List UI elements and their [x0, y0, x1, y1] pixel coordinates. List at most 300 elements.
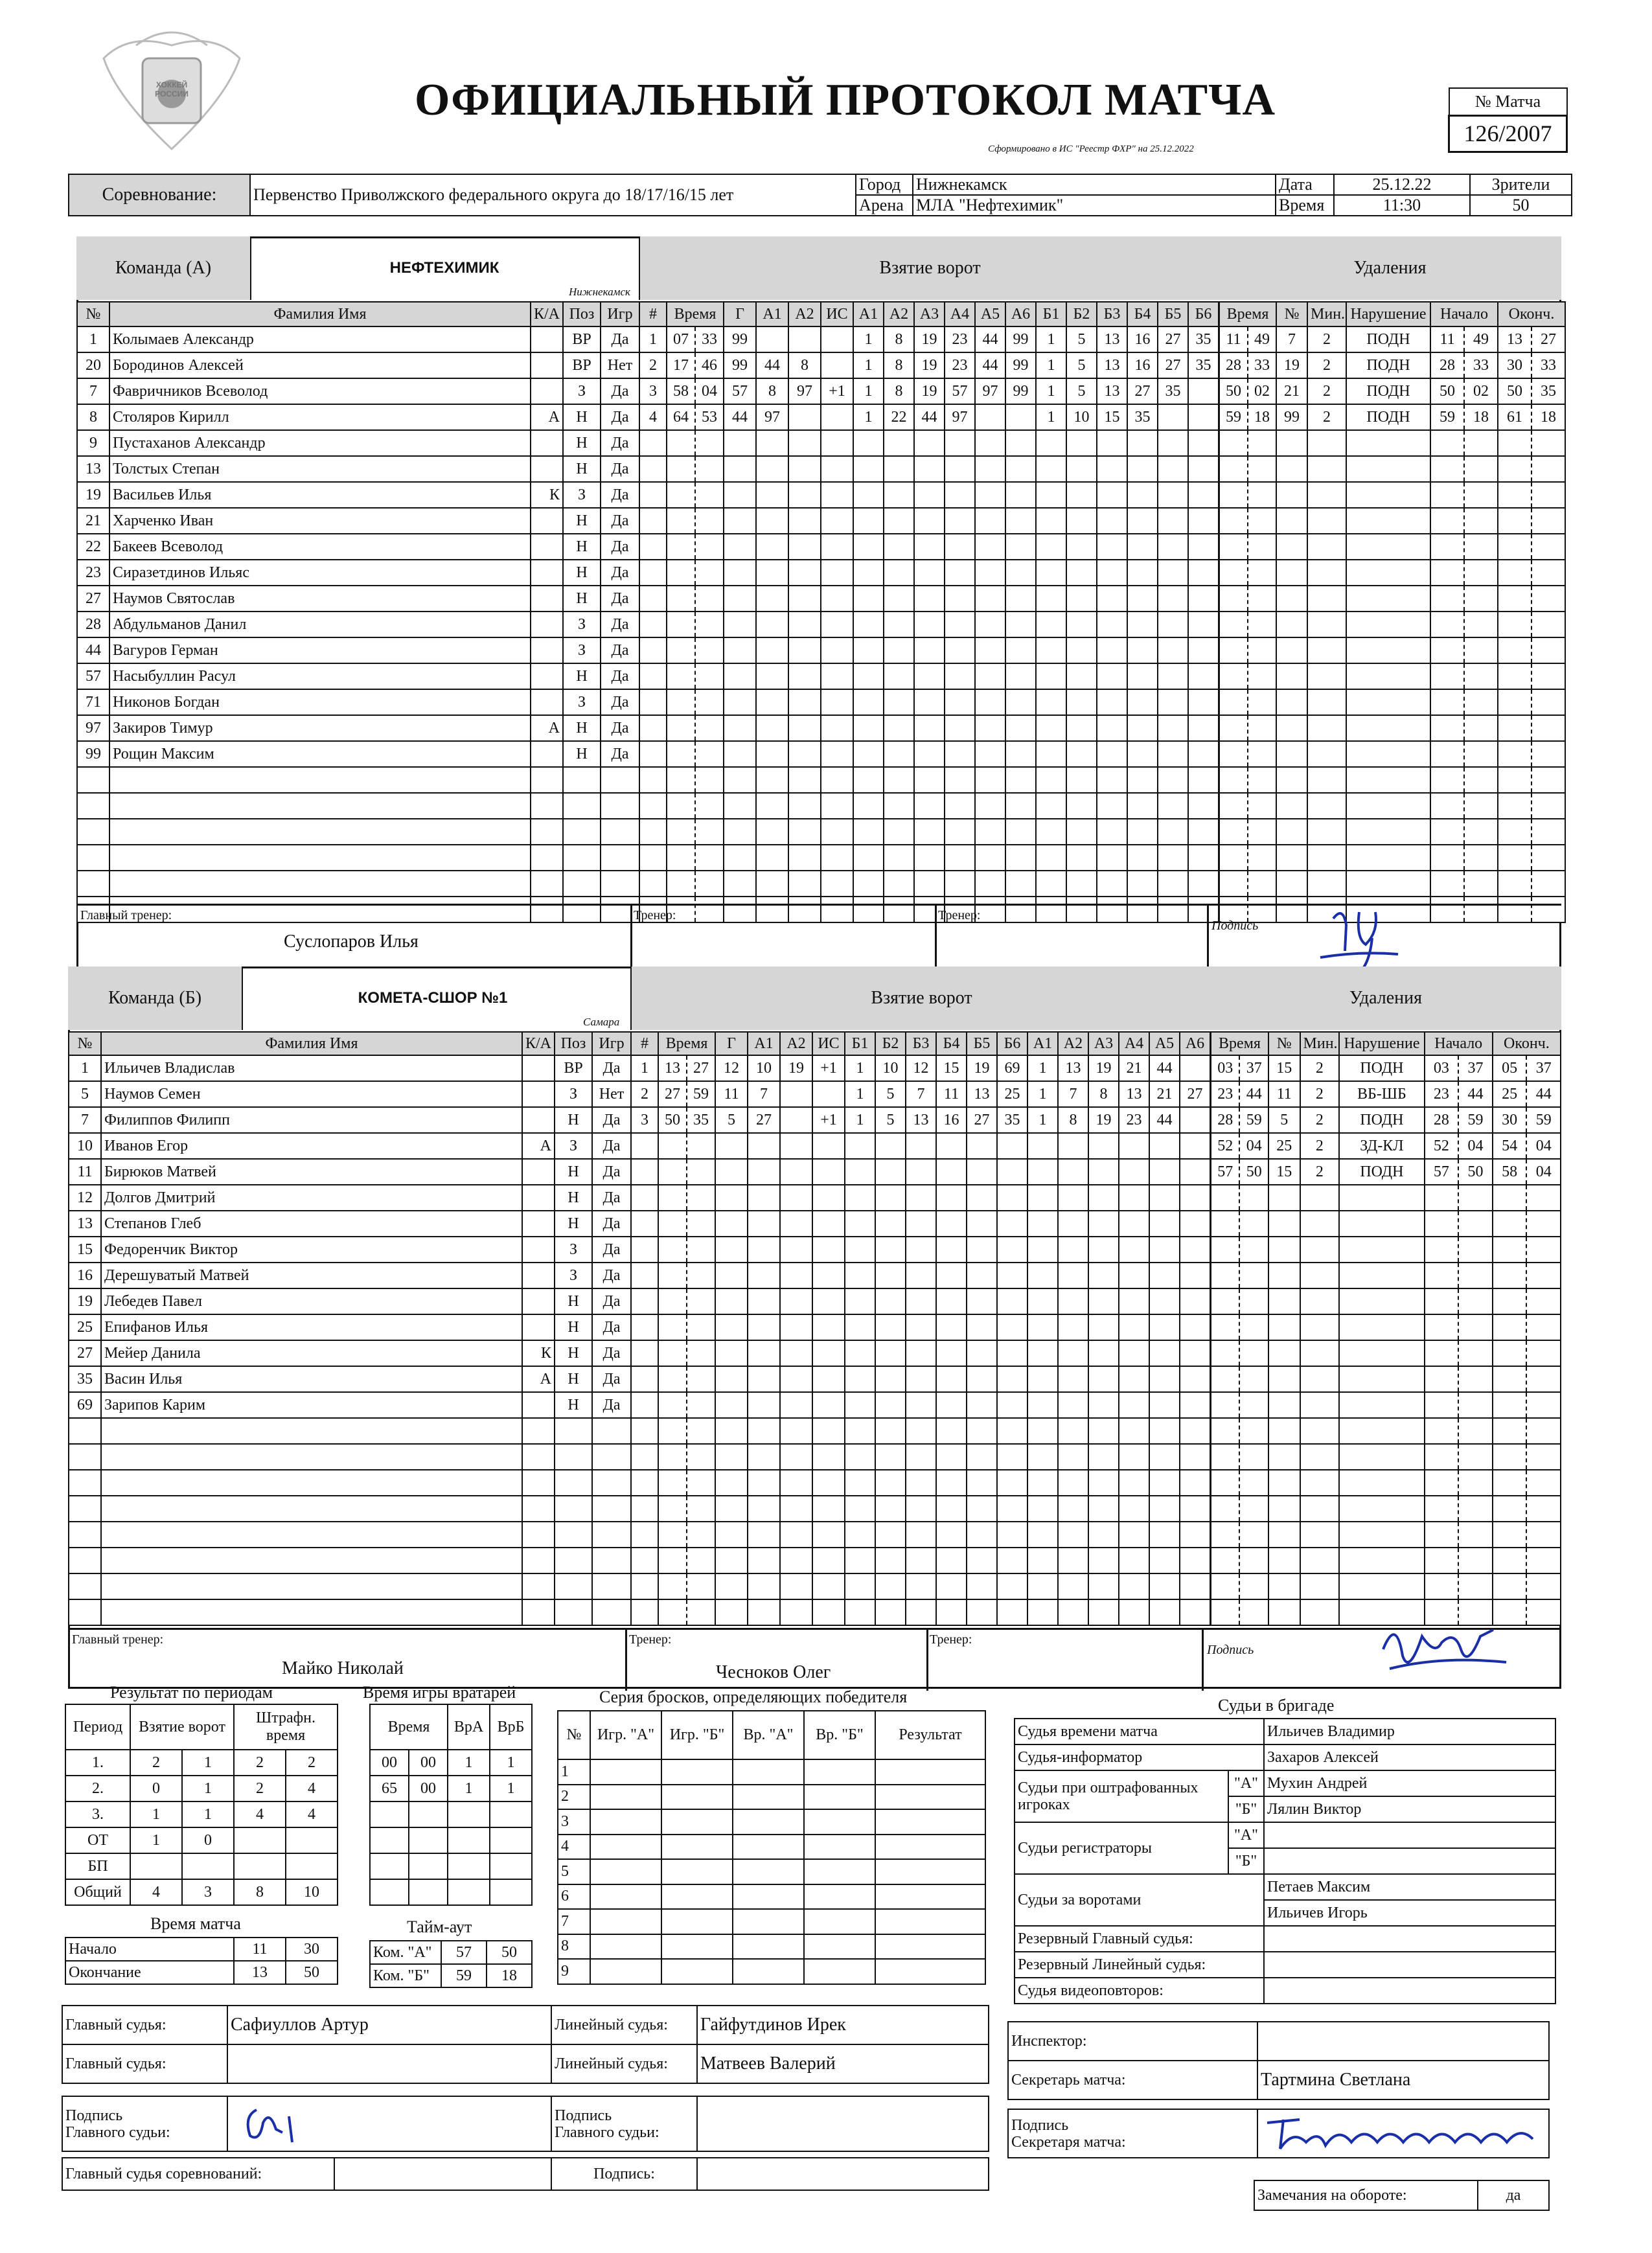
- spectators-value: 50: [1470, 195, 1572, 216]
- penalty-end-min: [1498, 456, 1532, 482]
- goal-minute: [667, 741, 695, 767]
- goal-on-ice: [906, 1470, 936, 1496]
- goal-header-1: Время: [667, 302, 724, 326]
- goal-on-ice: [875, 1496, 906, 1522]
- player-role: А: [522, 1366, 555, 1392]
- penalty-start-min: [1425, 1211, 1459, 1237]
- goal-on-ice-opp: [1088, 1392, 1119, 1418]
- goal-on-ice-opp: [1036, 482, 1066, 508]
- goal-on-ice-opp: [1149, 1314, 1180, 1340]
- ref-signature-table: [62, 2096, 989, 2152]
- goal-on-ice: [884, 430, 914, 456]
- penalty-row: [1219, 586, 1565, 612]
- goal-on-ice-opp: [1088, 1133, 1119, 1159]
- goal-scorer: [724, 586, 756, 612]
- timekeeper: Ильичев Владимир: [1264, 1719, 1555, 1744]
- penalty-minutes: [1307, 430, 1346, 456]
- penalty-start-sec: [1464, 456, 1498, 482]
- period-goals-a: [130, 1853, 182, 1879]
- penalty-minutes: [1300, 1392, 1340, 1418]
- penalty-end-sec: [1526, 1599, 1561, 1625]
- goal-on-ice: [853, 612, 884, 637]
- goal-on-ice: [967, 1418, 997, 1444]
- goal-on-ice-opp: [1058, 1288, 1088, 1314]
- player-number: 11: [69, 1159, 101, 1185]
- goal-on-ice-opp: 35: [1127, 404, 1158, 430]
- goal-on-ice-opp: [1188, 819, 1219, 845]
- player-number: [69, 1444, 101, 1470]
- penalty-minutes: [1307, 767, 1346, 793]
- goal-on-ice-opp: [1127, 586, 1158, 612]
- goal-on-ice-opp: [1158, 689, 1188, 715]
- penalty-player: [1276, 871, 1307, 897]
- player-role: [522, 1159, 555, 1185]
- player-row: [77, 845, 639, 871]
- player-row: [77, 560, 639, 586]
- player-role: [531, 689, 563, 715]
- goal-on-ice-opp: [1180, 1496, 1210, 1522]
- goal-on-ice: [975, 767, 1005, 793]
- goal-on-ice-opp: [1027, 1159, 1058, 1185]
- goal-on-ice-opp: 5: [1066, 352, 1097, 378]
- goal-on-ice-opp: [1158, 663, 1188, 689]
- penalty-infraction: [1346, 456, 1430, 482]
- goal-on-ice-opp: [1127, 741, 1158, 767]
- penalty-end-min: [1498, 508, 1532, 534]
- pen-header-1: №: [1276, 302, 1307, 326]
- goal-row: [639, 871, 1219, 897]
- goal-on-ice-opp: [1158, 534, 1188, 560]
- penalty-end-sec: [1526, 1573, 1561, 1599]
- player-row: [77, 508, 639, 534]
- chief-sig-line1: Подпись: [555, 2107, 612, 2124]
- penalty-end-min: [1498, 767, 1532, 793]
- penalty-minutes: [1300, 1314, 1340, 1340]
- goal-on-ice: [853, 508, 884, 534]
- goal-number: [631, 1444, 658, 1470]
- goal-row: [639, 456, 1219, 482]
- goalie-second: [409, 1801, 448, 1827]
- player-played: Да: [592, 1340, 631, 1366]
- goal-on-ice-opp: [1119, 1522, 1149, 1548]
- video-judge-label: Судья видеоповторов:: [1015, 1978, 1264, 2004]
- goal-second: [695, 845, 724, 871]
- goal-on-ice-opp: [1097, 586, 1127, 612]
- goal-row: [639, 767, 1219, 793]
- goal-scorer: 99: [724, 352, 756, 378]
- goal-minute: [667, 845, 695, 871]
- goal-on-ice-opp: [1119, 1470, 1149, 1496]
- goal-on-ice-opp: [1088, 1288, 1119, 1314]
- goal-on-ice-opp: [1036, 430, 1066, 456]
- goal-on-ice-opp: [1149, 1599, 1180, 1625]
- goal-on-ice-opp: [1188, 741, 1219, 767]
- goal-assist-1: [756, 689, 788, 715]
- penalty-end-min: 30: [1493, 1107, 1527, 1133]
- shootout-cell: [733, 1909, 804, 1934]
- player-name: Закиров Тимур: [109, 715, 531, 741]
- goal-assist-2: [780, 1392, 812, 1418]
- penalty-row: [1219, 378, 1565, 404]
- goal-minute: [667, 456, 695, 482]
- goal-on-ice: [997, 1573, 1027, 1599]
- penalty-row: [1211, 1340, 1561, 1366]
- penalty-end-min: [1493, 1444, 1527, 1470]
- goal-on-ice-opp: 7: [1058, 1081, 1088, 1107]
- goal-assist-1: [756, 508, 788, 534]
- team-a-penalties-title: Удаления: [1219, 236, 1561, 300]
- penalty-second: [1239, 1288, 1268, 1314]
- player-played: Да: [592, 1237, 631, 1263]
- penalty-second: [1248, 845, 1276, 871]
- pen-header-2: Мин.: [1307, 302, 1346, 326]
- goal-row: [639, 715, 1219, 741]
- goal-on-ice-opp: [1036, 767, 1066, 793]
- player-row: [69, 1185, 631, 1211]
- goal-scorer: [715, 1340, 748, 1366]
- penalty-player: [1268, 1444, 1300, 1470]
- goal-minute: [658, 1573, 687, 1599]
- goal-second: [687, 1314, 715, 1340]
- penalty-minutes: [1300, 1185, 1340, 1211]
- goal-scorer: [724, 845, 756, 871]
- player-played: Да: [601, 637, 639, 663]
- penalty-end-sec: [1526, 1288, 1561, 1314]
- goal-on-ice: [884, 793, 914, 819]
- goal-on-ice: [997, 1263, 1027, 1288]
- goal-judge-1: Петаев Максим: [1264, 1874, 1555, 1900]
- goalie-a: [448, 1827, 490, 1853]
- penalty-row: [1211, 1314, 1561, 1340]
- penalty-start-min: [1430, 741, 1464, 767]
- goal-on-ice-opp: [1149, 1418, 1180, 1444]
- shootout-row: [558, 1809, 985, 1835]
- reserve-linesman: [1264, 1952, 1555, 1978]
- goal-minute: [667, 767, 695, 793]
- goal-on-ice-opp: [1036, 534, 1066, 560]
- goal-on-ice-opp: [1036, 845, 1066, 871]
- goal-on-ice: [1005, 871, 1036, 897]
- shootout-cell: [875, 1835, 985, 1860]
- goal-on-ice-opp: 16: [1127, 326, 1158, 352]
- goal-row: [631, 1522, 1210, 1548]
- penalty-start-min: [1430, 663, 1464, 689]
- goal-on-ice: [1005, 482, 1036, 508]
- goal-on-ice: [875, 1599, 906, 1625]
- goal-assist-1: [748, 1366, 780, 1392]
- page-title: ОФИЦИАЛЬНЫЙ ПРОТОКОЛ МАТЧА: [415, 75, 1276, 125]
- goal-assist-2: [780, 1133, 812, 1159]
- roster-h-name: Фамилия Имя: [101, 1032, 522, 1055]
- goal-situation: [821, 767, 853, 793]
- goalie-a: 1: [448, 1776, 490, 1801]
- pen-header-3: Нарушение: [1346, 302, 1430, 326]
- shootout-row: [558, 1909, 985, 1934]
- player-name: Зарипов Карим: [101, 1392, 522, 1418]
- goal-on-ice: [967, 1470, 997, 1496]
- penalty-minutes: [1307, 508, 1346, 534]
- goalie-b: 1: [490, 1776, 532, 1801]
- penalty-minutes: [1300, 1573, 1340, 1599]
- time-value: 11:30: [1334, 195, 1470, 216]
- period-pim-a: 4: [234, 1801, 286, 1827]
- penalty-infraction: ПОДН: [1339, 1159, 1424, 1185]
- goal-minute: [667, 793, 695, 819]
- penalty-infraction: [1339, 1418, 1424, 1444]
- penalty-infraction: ПОДН: [1346, 404, 1430, 430]
- player-name: Степанов Глеб: [101, 1211, 522, 1237]
- goal-on-ice-opp: [1180, 1288, 1210, 1314]
- time-label: Время: [1276, 195, 1334, 216]
- penalty-minute: [1211, 1340, 1239, 1366]
- penalty-minute: 03: [1211, 1055, 1239, 1081]
- goal-on-ice: [906, 1418, 936, 1444]
- goal-on-ice: [875, 1366, 906, 1392]
- penalty-row: [1219, 871, 1565, 897]
- penalty-start-sec: [1464, 741, 1498, 767]
- goal-on-ice: [906, 1548, 936, 1573]
- goal-row: [631, 1470, 1210, 1496]
- goal-scorer: [724, 741, 756, 767]
- penalty-infraction: [1346, 637, 1430, 663]
- penalty-end-sec: [1526, 1211, 1561, 1237]
- penalty-end-sec: 35: [1532, 378, 1565, 404]
- player-row: [69, 1055, 631, 1081]
- goal-scorer: [715, 1159, 748, 1185]
- player-row: [77, 871, 639, 897]
- goal-minute: [658, 1548, 687, 1573]
- goal-on-ice: [845, 1522, 875, 1548]
- penalty-minutes: [1307, 819, 1346, 845]
- player-role: [531, 845, 563, 871]
- team-a-penalties: [1219, 301, 1566, 923]
- player-role: [531, 663, 563, 689]
- goal-on-ice-opp: [1188, 508, 1219, 534]
- goal-on-ice-opp: [1088, 1314, 1119, 1340]
- penalty-end-sec: 18: [1532, 404, 1565, 430]
- goal-number: 4: [639, 404, 667, 430]
- goal-on-ice-opp: [1127, 819, 1158, 845]
- goal-on-ice: [884, 534, 914, 560]
- goal-situation: [812, 1444, 845, 1470]
- goal-on-ice: [845, 1211, 875, 1237]
- penalty-infraction: [1339, 1444, 1424, 1470]
- scorers-label: Судьи регистраторы: [1015, 1822, 1228, 1874]
- shootout-cell: [804, 1859, 875, 1884]
- penalty-player: [1268, 1548, 1300, 1573]
- penalty-judge-a: Мухин Андрей: [1264, 1770, 1555, 1796]
- goal-on-ice: [997, 1444, 1027, 1470]
- penalty-second: [1248, 586, 1276, 612]
- player-name: Рощин Максим: [109, 741, 531, 767]
- goal-second: [695, 715, 724, 741]
- goal-on-ice: [914, 430, 945, 456]
- goal-on-ice: [884, 689, 914, 715]
- secretary-signature-table: [1007, 2109, 1550, 2158]
- goal-on-ice-opp: [1058, 1133, 1088, 1159]
- penalty-end-sec: [1526, 1418, 1561, 1444]
- player-played: Да: [592, 1288, 631, 1314]
- shootout-number: 4: [558, 1835, 590, 1860]
- penalty-second: [1248, 430, 1276, 456]
- penalty-end-min: [1493, 1418, 1527, 1444]
- goal-on-ice: [906, 1237, 936, 1263]
- penalty-start-sec: [1458, 1185, 1493, 1211]
- penalty-start-sec: [1464, 845, 1498, 871]
- goal-number: 1: [639, 326, 667, 352]
- shootout-number: 5: [558, 1859, 590, 1884]
- penalty-minute: [1211, 1599, 1239, 1625]
- goal-number: [631, 1366, 658, 1392]
- goal-on-ice-opp: [1088, 1211, 1119, 1237]
- goal-on-ice: [997, 1340, 1027, 1366]
- penalty-player: [1268, 1522, 1300, 1548]
- goal-on-ice-opp: [1058, 1470, 1088, 1496]
- goalie-row: [370, 1853, 532, 1879]
- player-name: Абдульманов Данил: [109, 612, 531, 637]
- goal-on-ice-opp: 5: [1066, 378, 1097, 404]
- penalty-player: [1268, 1211, 1300, 1237]
- goal-assist-2: [780, 1159, 812, 1185]
- goal-on-ice: [1005, 741, 1036, 767]
- goalie-a: 1: [448, 1750, 490, 1776]
- goal-on-ice-opp: [1180, 1366, 1210, 1392]
- goal-header-17: А6: [1180, 1032, 1210, 1055]
- goal-number: [631, 1314, 658, 1340]
- team-a-header: [76, 236, 1561, 301]
- linesman-2: Матвеев Валерий: [697, 2044, 989, 2083]
- goal-scorer: [724, 534, 756, 560]
- goal-on-ice-opp: [1127, 534, 1158, 560]
- player-number: 9: [77, 430, 109, 456]
- goalie-b: [490, 1827, 532, 1853]
- shootout-row: [558, 1959, 985, 1984]
- goal-on-ice-opp: [1088, 1418, 1119, 1444]
- team-a-goals: [639, 301, 1219, 923]
- player-row: [69, 1522, 631, 1548]
- timeout-b-sec: 18: [487, 1964, 532, 1987]
- penalty-start-min: [1425, 1392, 1459, 1418]
- penalty-row: [1219, 560, 1565, 586]
- penalty-start-sec: 49: [1464, 326, 1498, 352]
- goal-on-ice-opp: [1149, 1185, 1180, 1211]
- chief-ref-signature: [697, 2096, 989, 2151]
- goal-on-ice-opp: [1149, 1444, 1180, 1470]
- goal-on-ice-opp: [1027, 1392, 1058, 1418]
- goal-row: [631, 1548, 1210, 1573]
- penalty-minute: [1219, 689, 1248, 715]
- penalty-minute: 59: [1219, 404, 1248, 430]
- period-pim-header: Штрафн. время: [234, 1704, 338, 1750]
- player-role: [531, 508, 563, 534]
- player-row: [69, 1444, 631, 1470]
- penalty-infraction: ПОДН: [1339, 1107, 1424, 1133]
- goal-on-ice-opp: 13: [1097, 378, 1127, 404]
- penalty-start-min: [1430, 456, 1464, 482]
- goal-number: [639, 456, 667, 482]
- player-name: Васильев Илья: [109, 482, 531, 508]
- goal-on-ice: [975, 430, 1005, 456]
- penalty-minutes: [1307, 715, 1346, 741]
- penalty-end-sec: [1532, 663, 1565, 689]
- player-row: [77, 715, 639, 741]
- goal-on-ice: [945, 586, 975, 612]
- penalty-player: [1276, 534, 1307, 560]
- goal-on-ice: 8: [884, 326, 914, 352]
- goal-on-ice-opp: 1: [1027, 1081, 1058, 1107]
- goalie-a: [448, 1853, 490, 1879]
- goal-on-ice-opp: [1097, 430, 1127, 456]
- goal-on-ice: [875, 1237, 906, 1263]
- goal-situation: [821, 741, 853, 767]
- goal-on-ice-opp: [1188, 663, 1219, 689]
- goal-on-ice-opp: [1027, 1237, 1058, 1263]
- player-position: Н: [555, 1185, 592, 1211]
- penalty-end-sec: [1532, 793, 1565, 819]
- timeouts-table: [369, 1940, 533, 1988]
- penalty-minutes: [1300, 1288, 1340, 1314]
- spectators-label: Зрители: [1470, 174, 1572, 195]
- penalty-infraction: ПОДН: [1339, 1055, 1424, 1081]
- goal-on-ice: [936, 1288, 967, 1314]
- goal-row: [631, 1496, 1210, 1522]
- goal-on-ice-opp: [1066, 819, 1097, 845]
- goal-header-15: Б4: [1127, 302, 1158, 326]
- penalty-end-sec: 04: [1526, 1159, 1561, 1185]
- player-role: [522, 1444, 555, 1470]
- referees-crew-table: [1014, 1718, 1556, 2004]
- penalty-minute: [1211, 1573, 1239, 1599]
- player-position: Н: [563, 404, 601, 430]
- goal-on-ice: 5: [875, 1107, 906, 1133]
- penalty-player: [1276, 845, 1307, 871]
- penalty-infraction: ВБ-ШБ: [1339, 1081, 1424, 1107]
- goal-on-ice-opp: [1088, 1522, 1119, 1548]
- goal-assist-1: 10: [748, 1055, 780, 1081]
- player-role: А: [531, 404, 563, 430]
- goal-number: 1: [631, 1055, 658, 1081]
- goal-on-ice: [1005, 456, 1036, 482]
- goal-on-ice: [906, 1211, 936, 1237]
- penalty-end-sec: 59: [1526, 1107, 1561, 1133]
- period-row: [65, 1853, 338, 1879]
- goalie-second: [409, 1879, 448, 1905]
- penalty-minutes: 2: [1300, 1133, 1340, 1159]
- penalty-second: [1239, 1470, 1268, 1496]
- penalty-player: [1276, 586, 1307, 612]
- goal-on-ice-opp: [1188, 560, 1219, 586]
- goalie-row: [370, 1801, 532, 1827]
- penalty-end-sec: 37: [1526, 1055, 1561, 1081]
- penalty-minute: [1211, 1418, 1239, 1444]
- goalie-a: [448, 1801, 490, 1827]
- player-name: Харченко Иван: [109, 508, 531, 534]
- penalty-start-min: [1430, 767, 1464, 793]
- goal-on-ice: [906, 1185, 936, 1211]
- penalty-start-sec: [1458, 1548, 1493, 1573]
- player-played: [601, 819, 639, 845]
- player-number: 97: [77, 715, 109, 741]
- goal-header-9: А4: [945, 302, 975, 326]
- penalty-minute: [1219, 612, 1248, 637]
- goal-scorer: [724, 482, 756, 508]
- player-role: [522, 1496, 555, 1522]
- goal-assist-1: [748, 1288, 780, 1314]
- goal-on-ice-opp: 1: [1036, 404, 1066, 430]
- goal-minute: [667, 534, 695, 560]
- shootout-number: 2: [558, 1785, 590, 1810]
- penalty-infraction: [1346, 663, 1430, 689]
